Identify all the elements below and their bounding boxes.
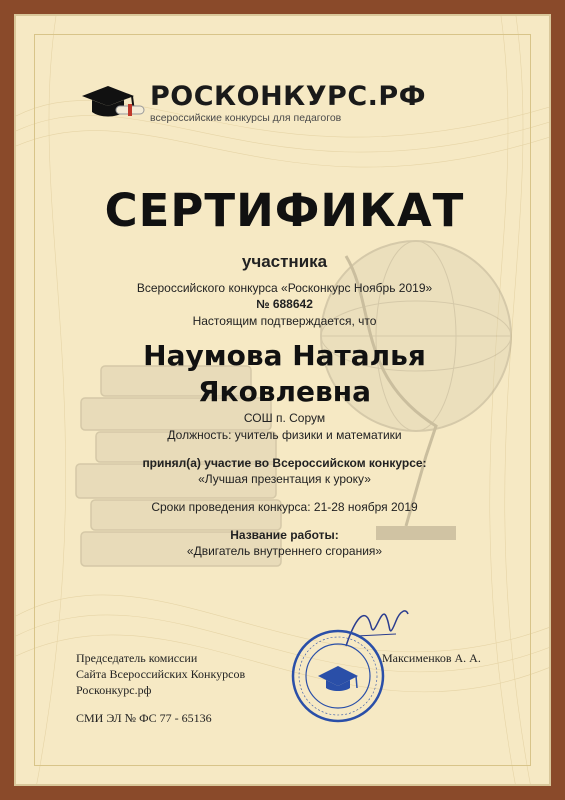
chair-line-3: Росконкурс.рф <box>76 683 152 697</box>
school: СОШ п. Сорум <box>243 411 326 425</box>
chair-line-2: Сайта Всероссийских Конкурсов <box>76 667 246 681</box>
nomination: «Лучшая презентация к уроку» <box>198 472 371 486</box>
contest-name: Всероссийского конкурса «Росконкурс Ноябрь 2019» <box>136 281 433 295</box>
certificate-number: № 688642 <box>256 297 313 311</box>
took-part-text: принял(а) участие во Всероссийском конкурсе: <box>142 456 427 470</box>
media-registration: СМИ ЭЛ № ФС 77 - 65136 <box>76 711 212 725</box>
logo-subtitle: всероссийские конкурсы для педагогов <box>150 111 342 124</box>
commission-chair <box>76 650 245 698</box>
participant-name-line2: Яковлевна <box>198 375 371 408</box>
seal-stamp <box>290 628 386 724</box>
logo-title: РОСКОНКУРС.РФ <box>150 80 426 112</box>
participant-label: участника <box>241 252 328 271</box>
logo <box>78 78 426 128</box>
certificate-title: СЕРТИФИКАТ <box>104 184 465 237</box>
position: Должность: учитель физики и математики <box>167 428 402 442</box>
participant-name <box>16 338 551 410</box>
chair-line-1: Председатель комиссии <box>76 651 198 665</box>
work-title-label: Название работы: <box>230 528 339 542</box>
certificate-paper <box>14 14 551 786</box>
signer-name: Максименков А. А. <box>382 651 481 665</box>
work-title: «Двигатель внутреннего сгорания» <box>186 544 383 558</box>
contest-dates: Сроки проведения конкурса: 21-28 ноября 2019 <box>151 500 418 514</box>
participant-name-line1: Наумова Наталья <box>143 339 426 372</box>
confirm-text: Настоящим подтверждается, что <box>192 314 377 328</box>
graduation-cap-icon <box>78 78 148 128</box>
